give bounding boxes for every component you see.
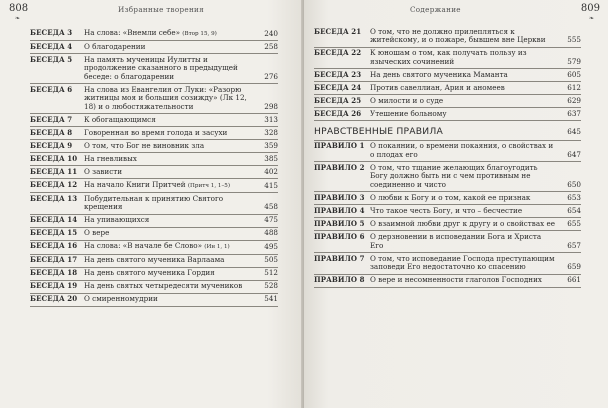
entry-title-text: О вере и несомненности глаголов Господних: [370, 275, 542, 285]
toc-entry: [314, 205, 581, 218]
toc-entry: [314, 82, 581, 95]
right-folio: 809: [580, 3, 600, 14]
toc-entry: [314, 69, 581, 82]
entry-title: [84, 56, 256, 82]
entry-title: [370, 97, 559, 106]
entry-page-number: 579: [567, 56, 581, 66]
entry-title-text: О благодарении: [84, 41, 146, 51]
entry-page-number: 298: [264, 101, 278, 111]
toc-entry: [314, 162, 581, 192]
toc-entry: [30, 114, 278, 127]
entry-page-number: 659: [567, 262, 581, 272]
scripture-reference: (Притч 1, 1–5): [187, 182, 230, 189]
entry-title-text: Утешение больному: [370, 108, 447, 118]
entry-page-number: 495: [264, 242, 278, 252]
entry-page-number: 541: [264, 294, 278, 304]
entry-label: ПРАВИЛО 8: [314, 275, 365, 285]
entry-title: [84, 181, 256, 191]
section-title: НРАВСТВЕННЫЕ ПРАВИЛА: [314, 126, 443, 138]
entry-title-text: К юношам о том, как получать пользу из языческих сочинений: [370, 48, 527, 66]
entry-label: БЕСЕДА 13: [30, 193, 78, 203]
toc-entry: [30, 268, 278, 281]
entry-title: [370, 49, 559, 66]
entry-page-number: 359: [264, 140, 278, 150]
toc-entry: [30, 54, 278, 84]
toc-entry: [30, 41, 278, 54]
entry-title-text: На упивающихся: [84, 215, 150, 225]
entry-page-number: 650: [567, 180, 581, 190]
entry-page-number: 637: [567, 108, 581, 118]
entry-page-number: 528: [264, 281, 278, 291]
entry-label: ПРАВИЛО 6: [314, 231, 365, 241]
left-toc: [30, 27, 278, 307]
entry-page-number: 402: [264, 166, 278, 176]
entry-title-text: О том, что тщание желающих благоугодить Богу должно быть ни с чем противным не соединенно и чисто: [370, 162, 538, 190]
right-toc: [314, 26, 581, 288]
entry-title: [84, 116, 256, 125]
entry-page-number: 415: [264, 180, 278, 190]
scripture-reference: (Втор 15, 9): [182, 30, 217, 37]
entry-title-text: О том, что Бог не виновник зла: [84, 140, 205, 150]
entry-page-number: 657: [567, 240, 581, 250]
toc-entry: [314, 275, 581, 288]
entry-title: [370, 142, 559, 159]
toc-entry: [30, 84, 278, 114]
entry-title-text: На начало Книги Притчей: [84, 179, 188, 189]
entry-label: БЕСЕДА 16: [30, 241, 78, 251]
entry-title-text: О милости и о суде: [370, 95, 444, 105]
entry-title-text: Против савеллиан, Ария и аномеев: [370, 82, 505, 92]
entry-title-text: На гневливых: [84, 153, 137, 163]
entry-title: [370, 164, 559, 190]
toc-entry: [30, 127, 278, 140]
entry-label: ПРАВИЛО 2: [314, 162, 365, 172]
entry-label: БЕСЕДА 6: [30, 84, 73, 94]
entry-label: БЕСЕДА 26: [314, 108, 362, 118]
entry-title: [84, 29, 256, 39]
entry-page-number: 328: [264, 127, 278, 137]
entry-label: ПРАВИЛО 3: [314, 193, 365, 203]
entry-title-text: О дерзновении в исповедании Бога и Христа Его: [370, 231, 542, 250]
toc-entry: [314, 26, 581, 48]
toc-entry: [30, 140, 278, 153]
entry-title: [84, 168, 256, 177]
entry-page-number: 458: [264, 202, 278, 212]
toc-entry: [30, 166, 278, 179]
entry-title: [370, 71, 559, 80]
entry-page-number: 512: [264, 268, 278, 278]
entry-title-text: Что такое честь Богу, и что – бесчестие: [370, 206, 523, 216]
entry-title-text: На день святого мученика Маманта: [370, 69, 508, 79]
entry-label: БЕСЕДА 22: [314, 48, 362, 58]
toc-entry: [30, 215, 278, 228]
entry-label: БЕСЕДА 10: [30, 153, 78, 163]
entry-title: [84, 216, 256, 225]
toc-entry: [314, 218, 581, 231]
entry-title: [84, 86, 256, 112]
entry-label: БЕСЕДА 8: [30, 127, 73, 137]
entry-title-text: О вере: [84, 228, 110, 238]
right-running-head: Содержание: [410, 5, 461, 14]
entry-title: [84, 295, 256, 304]
toc-entry: [314, 141, 581, 163]
scripture-reference: (Ин 1, 1): [204, 244, 230, 251]
left-ornament-icon: ❧: [15, 15, 21, 22]
entry-title: [84, 269, 256, 278]
toc-entry: [30, 255, 278, 268]
entry-title: [370, 28, 559, 45]
entry-title-text: О любви к Богу и о том, какой ее признак: [370, 193, 531, 203]
entry-title-text: На день святого мученика Гордия: [84, 268, 215, 278]
toc-entry: [30, 27, 278, 41]
entry-title: [370, 220, 559, 229]
entry-page-number: 313: [264, 114, 278, 124]
toc-entry: [314, 108, 581, 121]
entry-title-text: На день святого мученика Варлаама: [84, 255, 225, 265]
toc-entry: [314, 231, 581, 253]
entry-page-number: 240: [264, 28, 278, 38]
entry-page-number: 605: [567, 69, 581, 79]
entry-title-text: К обогащающимся: [84, 114, 156, 124]
entry-label: БЕСЕДА 23: [314, 69, 362, 79]
entry-title-text: На день святых четыредесяти мучеников: [84, 281, 243, 291]
entry-title-text: Побудительная к принятию Святого крещения: [84, 193, 224, 212]
entry-title: [84, 229, 256, 238]
entry-title-text: На слова: «Внемли себе»: [84, 27, 183, 37]
entry-label: БЕСЕДА 12: [30, 179, 78, 189]
toc-entry: [314, 253, 581, 275]
left-folio: 808: [9, 3, 29, 14]
entry-title: [84, 282, 256, 291]
toc-entry: [314, 48, 581, 70]
entry-title-text: О том, что исповедание Господа преступающим заповеди Его недостаточно ко спасению: [370, 253, 555, 272]
entry-page-number: 258: [264, 41, 278, 51]
entry-title-text: На слова из Евангелия от Луки: «Разорю житницы моя и большия созижду» (Лк 12, 18) и о любостяжательности: [84, 84, 247, 111]
entry-title: [84, 242, 256, 252]
section-page: 645: [567, 127, 581, 137]
entry-label: БЕСЕДА 18: [30, 268, 78, 278]
entry-title: [84, 155, 256, 164]
entry-title: [370, 194, 559, 203]
entry-label: БЕСЕДА 7: [30, 114, 73, 124]
entry-label: БЕСЕДА 14: [30, 215, 78, 225]
entry-title: [84, 256, 256, 265]
entry-label: БЕСЕДА 21: [314, 26, 362, 36]
entry-page-number: 653: [567, 193, 581, 203]
right-ornament-icon: ❧: [588, 15, 594, 22]
entry-title: [84, 195, 256, 212]
entry-label: БЕСЕДА 25: [314, 95, 362, 105]
entry-page-number: 654: [567, 206, 581, 216]
entry-title: [370, 84, 559, 93]
entry-label: БЕСЕДА 17: [30, 255, 78, 265]
entry-title-text: На слова: «В начале бе Слово»: [84, 241, 205, 251]
entry-label: БЕСЕДА 20: [30, 294, 78, 304]
entry-title: [370, 233, 559, 250]
entry-page-number: 488: [264, 228, 278, 238]
entry-page-number: 385: [264, 153, 278, 163]
entry-title: [84, 142, 256, 151]
entry-page-number: 505: [264, 255, 278, 265]
entry-page-number: 661: [567, 275, 581, 285]
entry-label: БЕСЕДА 5: [30, 54, 73, 64]
left-running-head: Избранные творения: [118, 5, 204, 14]
entry-label: ПРАВИЛО 1: [314, 141, 365, 151]
entry-label: БЕСЕДА 3: [30, 27, 73, 37]
entry-label: БЕСЕДА 24: [314, 82, 362, 92]
entry-title-text: О том, что не должно прилепляться к житейскому, и о пожаре, бывшем вне Церкви: [370, 26, 546, 45]
entry-title-text: Говоренная во время голода и засухи: [84, 127, 228, 137]
toc-entry: [30, 241, 278, 255]
entry-title: [370, 255, 559, 272]
toc-entry: [30, 228, 278, 241]
section-heading: [314, 121, 581, 141]
entry-page-number: 475: [264, 215, 278, 225]
entry-title-text: О зависти: [84, 166, 123, 176]
entry-label: БЕСЕДА 9: [30, 140, 73, 150]
entry-page-number: 629: [567, 95, 581, 105]
entry-page-number: 612: [567, 82, 581, 92]
entry-page-number: 647: [567, 149, 581, 159]
entry-page-number: 655: [567, 219, 581, 228]
entry-label: БЕСЕДА 11: [30, 166, 78, 176]
entry-page-number: 276: [264, 71, 278, 81]
toc-entry: [30, 281, 278, 294]
toc-entry: [314, 192, 581, 205]
entry-title-text: О покаянии, о времени покаяния, о свойствах и о плодах его: [370, 141, 554, 159]
entry-title-text: О взаимной любви друг к другу и о свойствах ее: [370, 219, 555, 228]
entry-label: ПРАВИЛО 7: [314, 253, 365, 263]
toc-entry: [30, 179, 278, 193]
entry-label: БЕСЕДА 15: [30, 228, 78, 238]
entry-label: ПРАВИЛО 4: [314, 206, 365, 216]
entry-page-number: 555: [567, 35, 581, 45]
entry-title: [370, 110, 559, 119]
entry-label: ПРАВИЛО 5: [314, 219, 365, 228]
entry-title: [370, 207, 559, 216]
entry-label: БЕСЕДА 19: [30, 281, 78, 291]
toc-entry: [30, 294, 278, 307]
toc-entry: [30, 193, 278, 215]
right-page: [304, 0, 608, 408]
toc-entry: [314, 95, 581, 108]
entry-title: [84, 129, 256, 138]
entry-title-text: На память мученицы Иулитты и продолжение сказанного в предыдущей беседе: о благодарении: [84, 54, 238, 81]
toc-entry: [30, 153, 278, 166]
entry-label: БЕСЕДА 4: [30, 41, 73, 51]
entry-title-text: О смиренномудрии: [84, 294, 158, 304]
entry-title: [84, 43, 256, 52]
entry-title: [370, 276, 559, 285]
